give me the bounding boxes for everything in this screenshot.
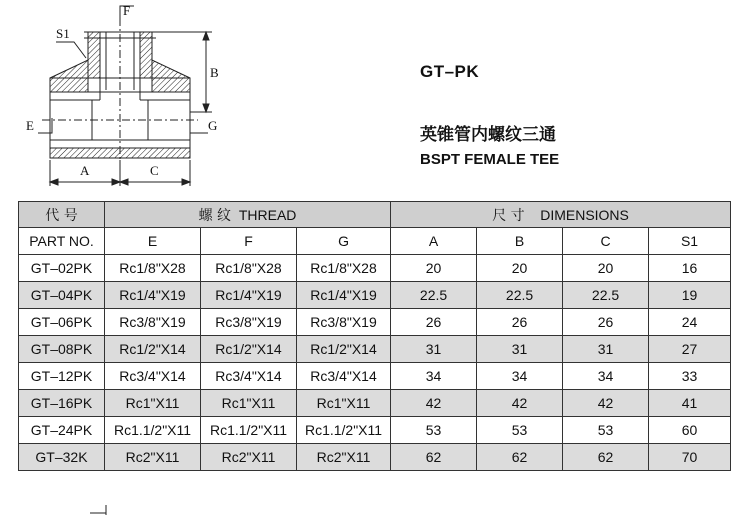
label-c: C — [150, 163, 159, 178]
cell-e: Rc3/8"X19 — [105, 309, 201, 336]
cell-f: Rc1"X11 — [201, 390, 297, 417]
cell-e: Rc1"X11 — [105, 390, 201, 417]
header-code: 代 号 — [19, 202, 105, 228]
cell-c: 42 — [563, 390, 649, 417]
header-col-b: B — [477, 228, 563, 255]
label-a: A — [80, 163, 90, 178]
cell-b: 34 — [477, 363, 563, 390]
cell-part-no: GT–06PK — [19, 309, 105, 336]
cell-f: Rc1/2"X14 — [201, 336, 297, 363]
cell-c: 22.5 — [563, 282, 649, 309]
cell-c: 34 — [563, 363, 649, 390]
cell-b: 53 — [477, 417, 563, 444]
header-col-e: E — [105, 228, 201, 255]
table-row — [19, 255, 731, 282]
cell-c: 62 — [563, 444, 649, 471]
cell-s1: 70 — [649, 444, 731, 471]
cell-a: 31 — [391, 336, 477, 363]
cell-part-no: GT–24PK — [19, 417, 105, 444]
cell-c: 26 — [563, 309, 649, 336]
cell-b: 62 — [477, 444, 563, 471]
header-thread-en: THREAD — [238, 206, 297, 223]
cell-a: 42 — [391, 390, 477, 417]
label-g: G — [208, 118, 218, 133]
label-b: B — [210, 65, 219, 80]
cell-c: 31 — [563, 336, 649, 363]
cell-g: Rc2"X11 — [297, 444, 391, 471]
cell-c: 53 — [563, 417, 649, 444]
label-e: E — [26, 118, 34, 133]
header-row-group — [19, 202, 731, 228]
cell-f: Rc2"X11 — [201, 444, 297, 471]
cell-a: 53 — [391, 417, 477, 444]
header-col-g: G — [297, 228, 391, 255]
header-thread-cn: 螺 纹 — [198, 207, 232, 224]
cell-e: Rc1/8"X28 — [105, 255, 201, 282]
cell-b: 20 — [477, 255, 563, 282]
header-col-a: A — [391, 228, 477, 255]
product-name-chinese: 英锥管内螺纹三通 — [420, 125, 556, 145]
label-f: F — [123, 3, 131, 18]
header-row-columns — [19, 228, 731, 255]
cell-g: Rc1"X11 — [297, 390, 391, 417]
cell-e: Rc1.1/2"X11 — [105, 417, 201, 444]
label-s1: S1 — [56, 26, 70, 41]
cell-f: Rc1/4"X19 — [201, 282, 297, 309]
cell-s1: 27 — [649, 336, 731, 363]
table-row — [19, 336, 731, 363]
header-col-f: F — [201, 228, 297, 255]
cell-g: Rc1/8"X28 — [297, 255, 391, 282]
cell-g: Rc1/4"X19 — [297, 282, 391, 309]
header-col-s1: S1 — [649, 228, 731, 255]
header-dim-cn: 尺 寸 — [492, 207, 525, 224]
cell-part-no: GT–12PK — [19, 363, 105, 390]
cell-f: Rc1.1/2"X11 — [201, 417, 297, 444]
cell-part-no: GT–02PK — [19, 255, 105, 282]
cell-s1: 41 — [649, 390, 731, 417]
specification-table — [18, 201, 731, 471]
cell-a: 22.5 — [391, 282, 477, 309]
cell-a: 34 — [391, 363, 477, 390]
cell-f: Rc1/8"X28 — [201, 255, 297, 282]
footer-mark — [80, 503, 120, 515]
cell-a: 62 — [391, 444, 477, 471]
table-row — [19, 309, 731, 336]
cell-g: Rc3/4"X14 — [297, 363, 391, 390]
cell-c: 20 — [563, 255, 649, 282]
cell-f: Rc3/8"X19 — [201, 309, 297, 336]
cell-b: 26 — [477, 309, 563, 336]
header-dim-en: DIMENSIONS — [540, 206, 629, 223]
table-row — [19, 363, 731, 390]
cell-a: 26 — [391, 309, 477, 336]
cell-e: Rc1/2"X14 — [105, 336, 201, 363]
cell-g: Rc1.1/2"X11 — [297, 417, 391, 444]
model-code: GT–PK — [420, 62, 480, 81]
table-row — [19, 390, 731, 417]
header-dimensions — [391, 202, 731, 228]
tee-fitting-drawing — [12, 0, 237, 190]
header-part-no: PART NO. — [19, 228, 105, 255]
cell-a: 20 — [391, 255, 477, 282]
header-thread — [105, 202, 391, 228]
cell-e: Rc3/4"X14 — [105, 363, 201, 390]
cell-s1: 24 — [649, 309, 731, 336]
cell-f: Rc3/4"X14 — [201, 363, 297, 390]
cell-b: 22.5 — [477, 282, 563, 309]
product-name-english: BSPT FEMALE TEE — [420, 151, 560, 168]
table-row — [19, 444, 731, 471]
table-body — [19, 255, 731, 471]
cell-e: Rc1/4"X19 — [105, 282, 201, 309]
cell-e: Rc2"X11 — [105, 444, 201, 471]
cell-part-no: GT–08PK — [19, 336, 105, 363]
table-row — [19, 282, 731, 309]
cell-s1: 60 — [649, 417, 731, 444]
cell-g: Rc1/2"X14 — [297, 336, 391, 363]
cell-g: Rc3/8"X19 — [297, 309, 391, 336]
cell-part-no: GT–16PK — [19, 390, 105, 417]
cell-s1: 33 — [649, 363, 731, 390]
cell-b: 31 — [477, 336, 563, 363]
header-col-c: C — [563, 228, 649, 255]
cell-s1: 19 — [649, 282, 731, 309]
table-row — [19, 417, 731, 444]
cell-b: 42 — [477, 390, 563, 417]
cell-s1: 16 — [649, 255, 731, 282]
cell-part-no: GT–32K — [19, 444, 105, 471]
cell-part-no: GT–04PK — [19, 282, 105, 309]
